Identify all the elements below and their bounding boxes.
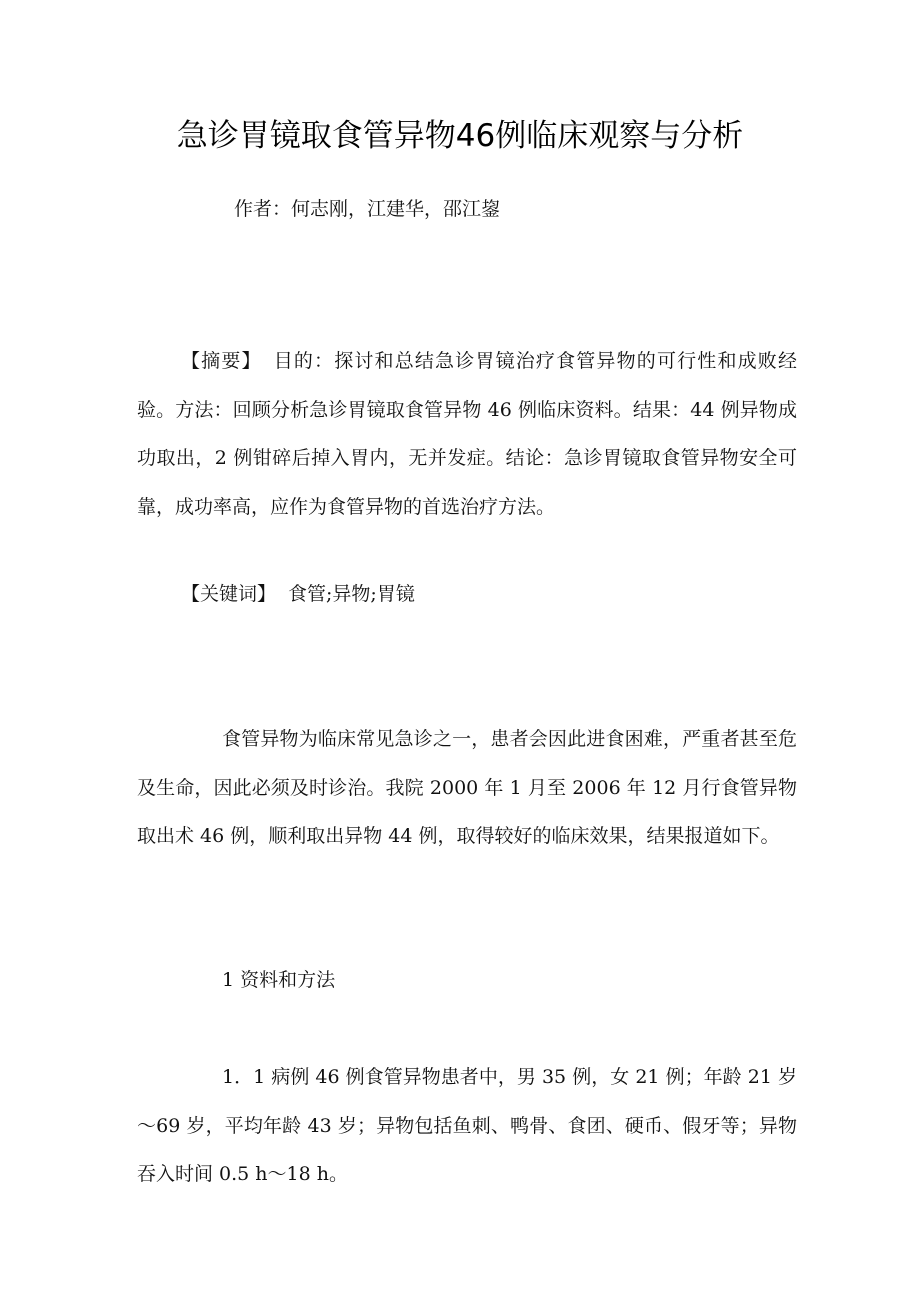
abstract-paragraph: [137, 337, 797, 531]
keywords-label: 【关键词】: [181, 583, 277, 605]
section-1-1-paragraph: 1．1 病例 46 例食管异物患者中，男 35 例，女 21 例；年龄 21 岁～69 岁，平均年龄 43 岁；异物包括鱼刺、鸭骨、食团、硬币、假牙等；异物吞入时间 0.5 h～18 h。: [137, 1066, 797, 1185]
abstract-label: 【摘要】: [181, 350, 262, 372]
keywords-paragraph: [137, 570, 797, 619]
section-heading-1: 1 资料和方法: [222, 969, 336, 991]
author-line: 作者：何志刚，江建华，邵江鋆: [234, 198, 501, 220]
abstract-text: 目的：探讨和总结急诊胃镜治疗食管异物的可行性和成败经验。方法：回顾分析急诊胃镜取食管异物 46 例临床资料。结果：44 例异物成功取出，2 例钳碎后掉入胃内，无并发症。结论：急诊胃镜取食管异物安全可靠，成功率高，应作为食管异物的首选治疗方法。: [137, 350, 797, 518]
keywords-text: 食管;异物;胃镜: [288, 583, 415, 605]
document-title: 急诊胃镜取食管异物46例临床观察与分析: [176, 118, 744, 154]
intro-paragraph: 食管异物为临床常见急诊之一，患者会因此进食困难，严重者甚至危及生命，因此必须及时诊治。我院 2000 年 1 月至 2006 年 12 月行食管异物取出术 46 例，顺利取出异物 44 例，取得较好的临床效果，结果报道如下。: [137, 728, 797, 847]
